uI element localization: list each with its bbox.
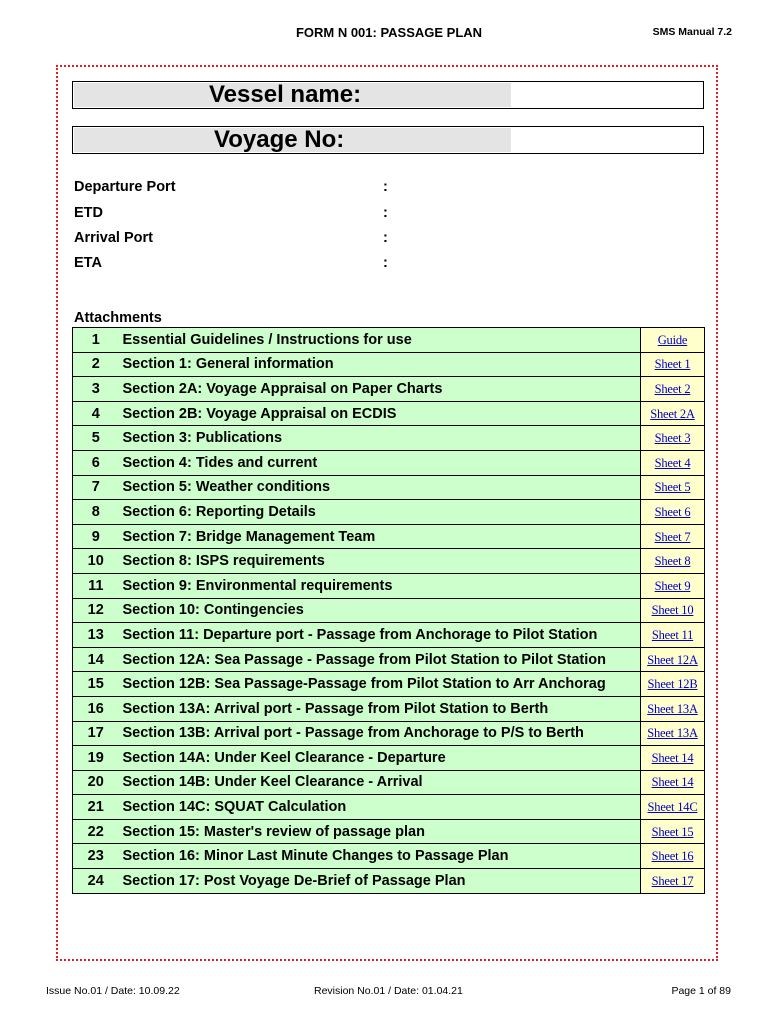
table-row (73, 647, 705, 672)
row-link-cell (641, 401, 705, 426)
row-link-cell (641, 328, 705, 353)
manual-reference: SMS Manual 7.2 (652, 26, 732, 38)
row-number: 13 (73, 623, 119, 648)
row-number: 23 (73, 844, 119, 869)
row-number: 5 (73, 426, 119, 451)
row-link-cell (641, 869, 705, 894)
row-title: Section 10: Contingencies (119, 598, 641, 623)
row-number: 9 (73, 524, 119, 549)
row-number: 7 (73, 475, 119, 500)
row-title: Section 6: Reporting Details (119, 500, 641, 525)
departure-port-label: Departure Port (74, 179, 176, 195)
arrival-port-colon: : (383, 230, 388, 246)
footer-page-number: Page 1 of 89 (671, 985, 731, 997)
row-number: 3 (73, 377, 119, 402)
sheet-link[interactable]: Sheet 6 (654, 504, 691, 519)
sheet-link[interactable]: Sheet 3 (654, 431, 691, 446)
row-link-cell (641, 746, 705, 771)
table-row (73, 623, 705, 648)
form-title: FORM N 001: PASSAGE PLAN (295, 25, 483, 40)
sheet-link[interactable]: Sheet 15 (651, 824, 694, 839)
sheet-link[interactable]: Sheet 9 (654, 578, 691, 593)
sheet-link[interactable]: Sheet 10 (651, 603, 694, 618)
table-row (73, 524, 705, 549)
row-title: Section 12A: Sea Passage - Passage from Pilot Station to Pilot Station (119, 647, 641, 672)
table-row (73, 377, 705, 402)
row-number: 16 (73, 696, 119, 721)
row-title: Section 13A: Arrival port - Passage from Pilot Station to Berth (119, 696, 641, 721)
row-title: Section 5: Weather conditions (119, 475, 641, 500)
table-row (73, 746, 705, 771)
etd-colon: : (383, 205, 388, 221)
sheet-link[interactable]: Sheet 16 (651, 849, 694, 864)
departure-port-colon: : (383, 179, 388, 195)
table-row (73, 696, 705, 721)
row-number: 2 (73, 352, 119, 377)
row-title: Section 1: General information (119, 352, 641, 377)
row-title: Section 11: Departure port - Passage from Anchorage to Pilot Station (119, 623, 641, 648)
table-row (73, 672, 705, 697)
table-row (73, 869, 705, 894)
table-row (73, 819, 705, 844)
row-number: 19 (73, 746, 119, 771)
eta-label: ETA (74, 255, 102, 271)
table-row (73, 352, 705, 377)
row-link-cell (641, 623, 705, 648)
row-link-cell (641, 672, 705, 697)
row-title: Section 17: Post Voyage De-Brief of Passage Plan (119, 869, 641, 894)
footer-revision: Revision No.01 / Date: 01.04.21 (314, 985, 463, 997)
row-link-cell (641, 819, 705, 844)
table-row (73, 328, 705, 353)
eta-colon: : (383, 255, 388, 271)
sheet-link[interactable]: Sheet 2 (654, 381, 691, 396)
row-link-cell (641, 352, 705, 377)
row-link-cell (641, 524, 705, 549)
row-number: 11 (73, 573, 119, 598)
row-link-cell (641, 573, 705, 598)
row-link-cell (641, 721, 705, 746)
vessel-name-label: Vessel name: (209, 81, 362, 108)
table-row (73, 844, 705, 869)
row-title: Section 14A: Under Keel Clearance - Departure (119, 746, 641, 771)
row-number: 20 (73, 770, 119, 795)
sheet-link[interactable]: Sheet 4 (654, 455, 691, 470)
row-title: Section 7: Bridge Management Team (119, 524, 641, 549)
row-title: Section 2A: Voyage Appraisal on Paper Charts (119, 377, 641, 402)
row-title: Section 9: Environmental requirements (119, 573, 641, 598)
sheet-link[interactable]: Sheet 8 (654, 554, 691, 569)
sheet-link[interactable]: Sheet 7 (654, 529, 691, 544)
attachments-heading: Attachments (74, 310, 162, 326)
row-title: Essential Guidelines / Instructions for use (119, 328, 641, 353)
table-row (73, 475, 705, 500)
row-title: Section 13B: Arrival port - Passage from Anchorage to P/S to Berth (119, 721, 641, 746)
table-row (73, 549, 705, 574)
row-number: 6 (73, 450, 119, 475)
row-number: 15 (73, 672, 119, 697)
sheet-link[interactable]: Sheet 14 (651, 775, 694, 790)
row-title: Section 2B: Voyage Appraisal on ECDIS (119, 401, 641, 426)
vessel-name-box[interactable] (72, 81, 704, 109)
row-number: 24 (73, 869, 119, 894)
arrival-port-label: Arrival Port (74, 230, 153, 246)
row-number: 17 (73, 721, 119, 746)
voyage-no-label: Voyage No: (214, 126, 345, 153)
row-title: Section 12B: Sea Passage-Passage from Pilot Station to Arr Anchorag (119, 672, 641, 697)
table-row (73, 770, 705, 795)
row-number: 21 (73, 795, 119, 820)
row-title: Section 4: Tides and current (119, 450, 641, 475)
sheet-link[interactable]: Sheet 14C (647, 800, 698, 815)
table-row (73, 573, 705, 598)
sheet-link[interactable]: Sheet 17 (651, 873, 694, 888)
row-link-cell (641, 475, 705, 500)
table-row (73, 721, 705, 746)
footer-issue: Issue No.01 / Date: 10.09.22 (46, 985, 180, 997)
row-number: 4 (73, 401, 119, 426)
row-title: Section 14C: SQUAT Calculation (119, 795, 641, 820)
row-number: 22 (73, 819, 119, 844)
sheet-link[interactable]: Sheet 14 (651, 750, 694, 765)
row-link-cell (641, 598, 705, 623)
row-link-cell (641, 377, 705, 402)
voyage-no-box[interactable] (72, 126, 704, 154)
table-row (73, 426, 705, 451)
etd-label: ETD (74, 205, 103, 221)
row-number: 12 (73, 598, 119, 623)
row-link-cell (641, 549, 705, 574)
table-row (73, 450, 705, 475)
row-title: Section 14B: Under Keel Clearance - Arrival (119, 770, 641, 795)
row-link-cell (641, 500, 705, 525)
table-row (73, 795, 705, 820)
row-link-cell (641, 770, 705, 795)
sheet-link[interactable]: Sheet 12B (647, 677, 698, 692)
sheet-link[interactable]: Sheet 12A (647, 652, 698, 667)
sheet-link[interactable]: Sheet 11 (651, 627, 694, 642)
row-title: Section 16: Minor Last Minute Changes to Passage Plan (119, 844, 641, 869)
sheet-link[interactable]: Sheet 13A (647, 701, 698, 716)
row-link-cell (641, 696, 705, 721)
row-title: Section 3: Publications (119, 426, 641, 451)
row-link-cell (641, 426, 705, 451)
row-number: 10 (73, 549, 119, 574)
table-row (73, 500, 705, 525)
sheet-link[interactable]: Sheet 1 (654, 357, 691, 372)
sheet-link[interactable]: Sheet 13A (647, 726, 698, 741)
table-row (73, 598, 705, 623)
attachments-table (72, 327, 705, 894)
sheet-link[interactable]: Sheet 5 (654, 480, 691, 495)
row-number: 14 (73, 647, 119, 672)
sheet-link[interactable]: Sheet 2A (650, 406, 695, 421)
row-title: Section 15: Master's review of passage plan (119, 819, 641, 844)
row-link-cell (641, 795, 705, 820)
row-title: Section 8: ISPS requirements (119, 549, 641, 574)
row-number: 8 (73, 500, 119, 525)
sheet-link[interactable]: Guide (657, 332, 688, 347)
row-number: 1 (73, 328, 119, 353)
row-link-cell (641, 647, 705, 672)
row-link-cell (641, 450, 705, 475)
table-row (73, 401, 705, 426)
row-link-cell (641, 844, 705, 869)
